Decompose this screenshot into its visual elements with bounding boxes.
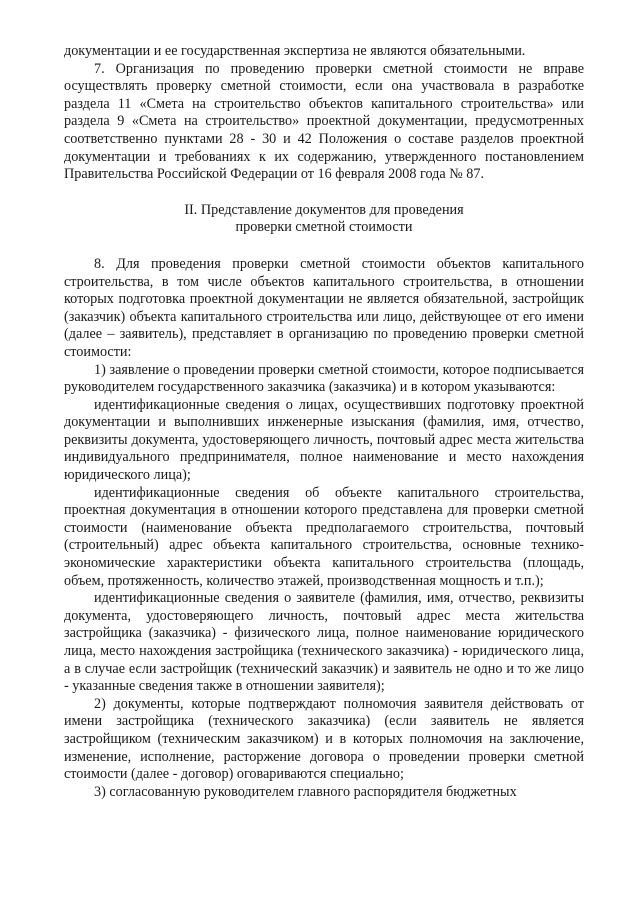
paragraph-subitem-1: 1) заявление о проведении проверки сметной стоимости, которое подписывается руководителем государственного заказчика (заказчика) и в котором указываются: — [64, 361, 584, 396]
paragraph-continuation: документации и ее государственная экспертиза не являются обязательными. — [64, 43, 526, 59]
paragraph-object-info: идентификационные сведения об объекте капитального строительства, проектная документация в отношении которого представлена для проверки сметной стоимости (наименование объекта предполагаемого строительства, почтовый (строительный) адрес объекта капитального строительства, основные технико-экономические характеристики объекта капитального строительства (площадь, объем, протяженность, количество этажей, производственная мощность и т.п.); — [64, 484, 584, 589]
section-heading-line-2: проверки сметной стоимости — [235, 219, 413, 236]
paragraph-subitem-3: 3) согласованную руководителем главного распорядителя бюджетных — [94, 783, 517, 800]
paragraph-subitem-2: 2) документы, которые подтверждают полномочия заявителя действовать от имени застройщика (технического заказчика) (если заявитель не является застройщиком (техническим заказчиком) и в которых полномочия на заключение, изменение, исполнение, расторжение договора о проведении проверки сметной стоимости (далее - договор) оговариваются специально; — [64, 695, 584, 783]
document-body — [64, 43, 584, 801]
paragraph-item-7: 7. Организация по проведению проверки сметной стоимости не вправе осуществлять проверку сметной стоимости, если она участвовала в разработке раздела 11 «Смета на строительство объектов капитального строительства» или раздела 9 «Смета на строительство» проектной документации, предусмотренных соответственно пунктами 28 - 30 и 42 Положения о составе разделов проектной документации и требованиях к их содержанию, утвержденного постановлением Правительства Российской Федерации от 16 февраля 2008 года № 87. — [64, 60, 584, 183]
paragraph-applicant-info: идентификационные сведения о заявителе (фамилия, имя, отчество, реквизиты документа, удостоверяющего личность, почтовый адрес места жительства застройщика (заказчика) - физического лица, полное наименование юридического лица, место нахождения застройщика (технического заказчика) - юридического лица, а в случае если застройщик (технический заказчик) и заявитель не одно и то же лицо - указанные сведения также в отношении заявителя); — [64, 590, 584, 695]
paragraph-item-8: 8. Для проведения проверки сметной стоимости объектов капитального строительства, в том числе объектов капитального строительства, в отношении которых подготовка проектной документации не является обязательной, застройщик (заказчик) объекта капитального строительства или лицо, действующее от его имени (далее – заявитель), представляет в организацию по проведению проверки сметной стоимости: — [64, 255, 584, 360]
paragraph-designer-info: идентификационные сведения о лицах, осуществивших подготовку проектной документации и выполнивших инженерные изыскания (фамилия, имя, отчество, реквизиты документа, удостоверяющего личность, почтовый адрес места жительства индивидуального предпринимателя, полное наименование и место нахождения юридического лица); — [64, 396, 584, 484]
section-heading — [64, 202, 584, 237]
section-heading-line-1: II. Представление документов для проведения — [184, 201, 464, 218]
